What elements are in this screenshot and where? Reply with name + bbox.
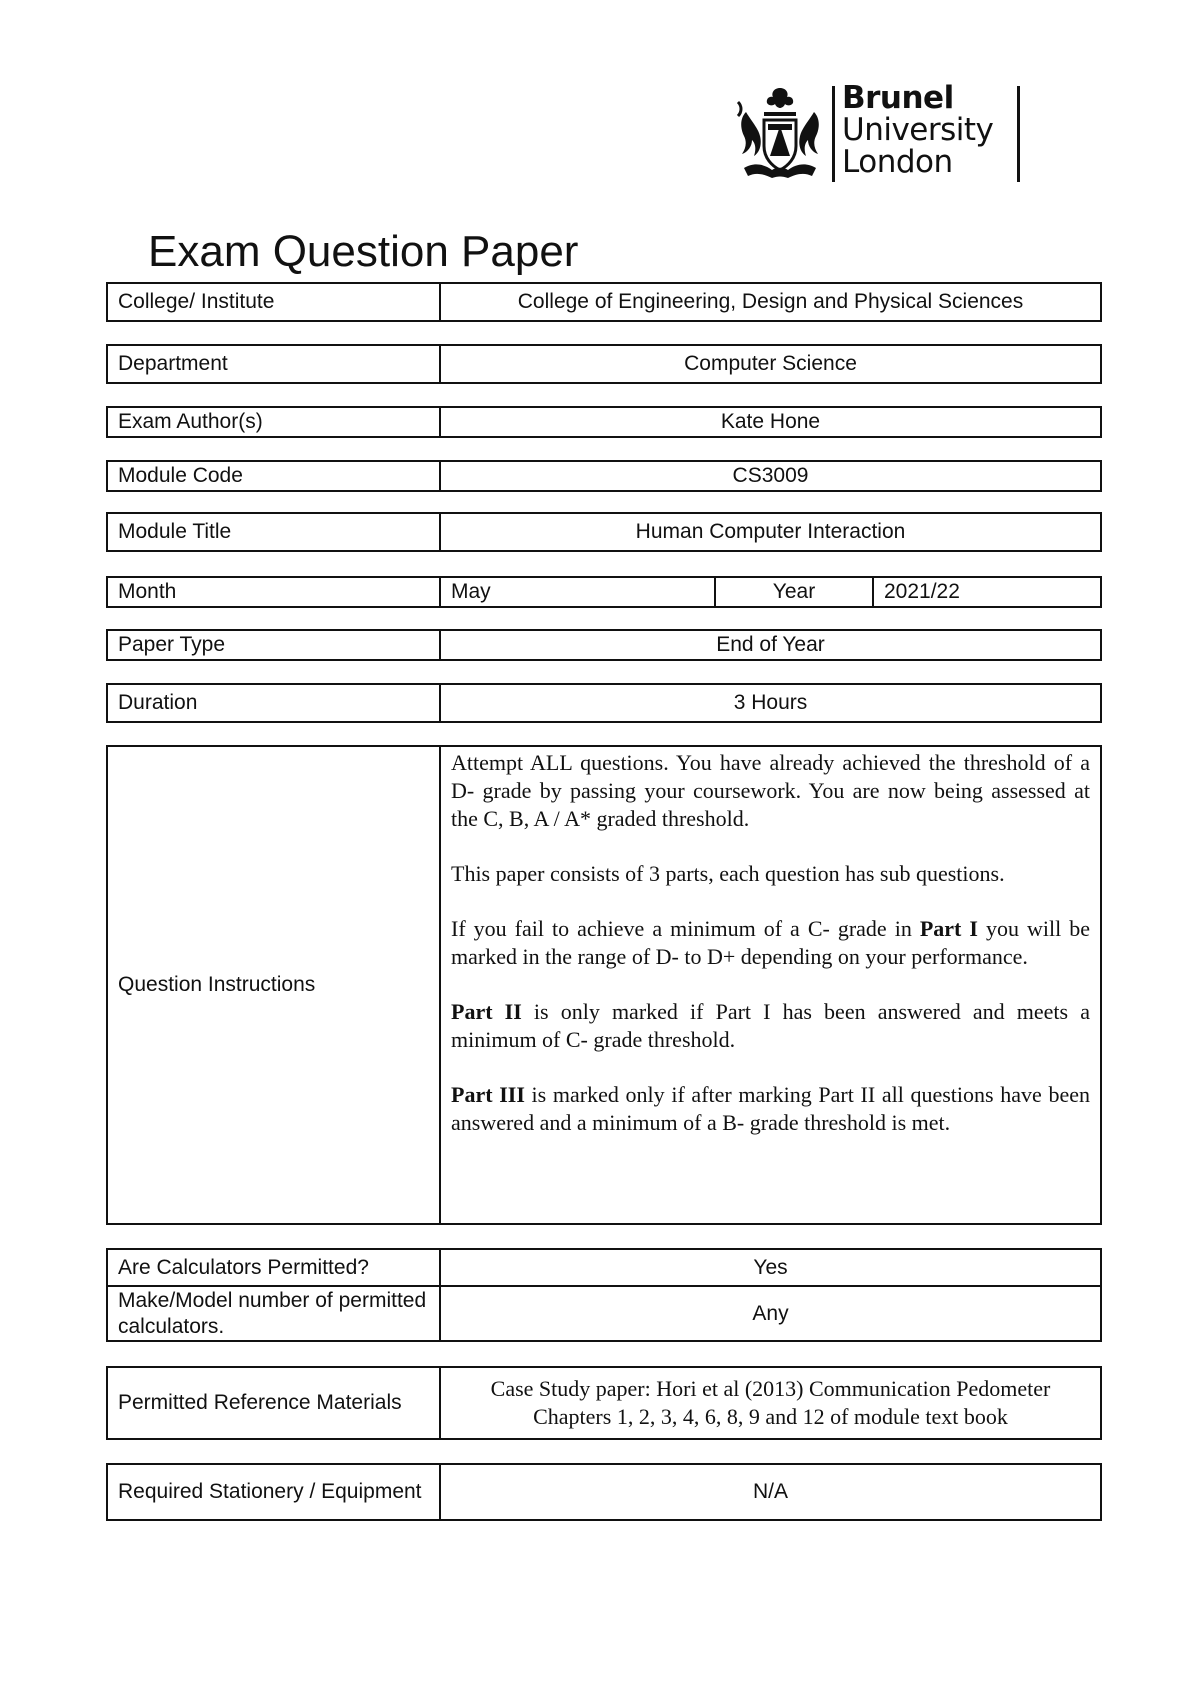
stationery-row xyxy=(106,1463,1102,1521)
logo-wordmark xyxy=(842,82,1012,178)
paper-type-row xyxy=(106,629,1102,661)
stationery-label: Required Stationery / Equipment xyxy=(108,1465,441,1519)
instructions-paragraph-4 xyxy=(451,998,1090,1054)
p3-post: you will be marked in the range of D- to D+ depending on your performance. xyxy=(451,916,1090,969)
p3-pre: If you fail to achieve a minimum of a C- grade in xyxy=(451,916,920,941)
references-value xyxy=(441,1368,1100,1438)
year-value: 2021/22 xyxy=(884,580,960,603)
references-line-1: Case Study paper: Hori et al (2013) Communication Pedometer xyxy=(490,1376,1051,1401)
references-line-2: Chapters 1, 2, 3, 4, 6, 8, 9 and 12 of module text book xyxy=(533,1404,1008,1429)
logo-line-1: Brunel xyxy=(842,80,954,116)
month-value: May xyxy=(441,578,716,606)
stationery-value: N/A xyxy=(752,1480,788,1503)
duration-label: Duration xyxy=(108,685,441,721)
p5-post: is marked only if after marking Part II all questions have been answered and a minimum of a B- grade threshold is met. xyxy=(451,1082,1090,1135)
calc-model-label: Make/Model number of permitted calculators. xyxy=(108,1287,441,1340)
instructions-label: Question Instructions xyxy=(108,747,441,1223)
author-label: Exam Author(s) xyxy=(108,408,441,436)
p3-bold: Part I xyxy=(919,916,978,941)
calculators-label: Are Calculators Permitted? xyxy=(108,1250,441,1285)
p4-bold: Part II xyxy=(451,999,522,1024)
department-label: Department xyxy=(108,346,441,382)
module-title-value: Human Computer Interaction xyxy=(635,520,906,543)
module-code-value: CS3009 xyxy=(732,464,809,487)
department-value: Computer Science xyxy=(684,352,857,375)
module-title-label: Module Title xyxy=(108,514,441,550)
college-value: College of Engineering, Design and Physical Sciences xyxy=(517,290,1024,313)
month-label: Month xyxy=(108,578,441,606)
calc-model-value: Any xyxy=(752,1301,789,1325)
university-logo xyxy=(734,82,1024,184)
p5-bold: Part III xyxy=(451,1082,525,1107)
logo-line-2: University xyxy=(842,112,994,148)
author-value: Kate Hone xyxy=(720,410,821,433)
instructions-row xyxy=(106,745,1102,1225)
paper-type-label: Paper Type xyxy=(108,631,441,659)
references-row xyxy=(106,1366,1102,1440)
instructions-paragraph-1: Attempt ALL questions. You have already achieved the threshold of a D- grade by passing your coursework. You are now being assessed at the C, B, A / A* graded threshold. xyxy=(451,750,1090,831)
college-label: College/ Institute xyxy=(108,284,441,320)
instructions-paragraph-2: This paper consists of 3 parts, each question has sub questions. xyxy=(451,861,1005,886)
paper-type-value: End of Year xyxy=(716,633,825,656)
module-code-label: Module Code xyxy=(108,462,441,490)
calculators-value: Yes xyxy=(753,1255,788,1279)
college-row xyxy=(106,282,1102,322)
module-title-row xyxy=(106,512,1102,552)
calculators-block xyxy=(106,1248,1102,1342)
calculators-row xyxy=(108,1250,1100,1287)
duration-row xyxy=(106,683,1102,723)
logo-divider-right xyxy=(1017,86,1020,182)
calc-model-row xyxy=(108,1287,1100,1340)
instructions-text xyxy=(441,747,1100,1223)
logo-line-3: London xyxy=(842,144,953,180)
author-row xyxy=(106,406,1102,438)
page-title: Exam Question Paper xyxy=(148,227,579,276)
module-code-row xyxy=(106,460,1102,492)
logo-divider xyxy=(832,86,835,182)
p4-post: is only marked if Part I has been answered and meets a minimum of C- grade threshold. xyxy=(451,999,1090,1052)
instructions-paragraph-5 xyxy=(451,1081,1090,1137)
month-year-row xyxy=(106,576,1102,608)
instructions-paragraph-3 xyxy=(451,915,1090,971)
duration-value: 3 Hours xyxy=(733,691,808,714)
crest-icon xyxy=(734,82,826,184)
year-label: Year xyxy=(716,578,874,606)
department-row xyxy=(106,344,1102,384)
references-label: Permitted Reference Materials xyxy=(108,1368,441,1438)
